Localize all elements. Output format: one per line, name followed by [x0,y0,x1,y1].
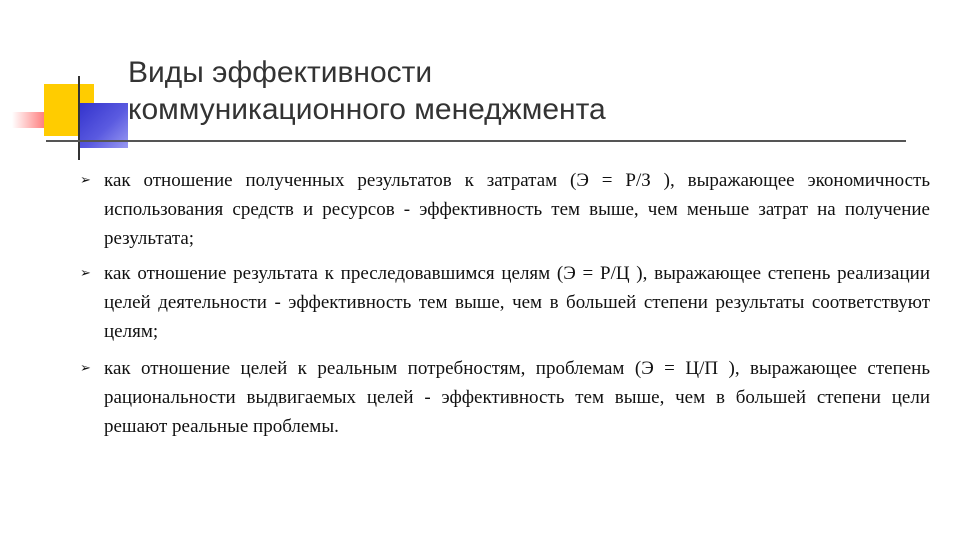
bullet-text: как отношение результата к преследовавшимся целям (Э = Р/Ц ), выражающее степень реализации целей деятельности - эффективность тем выше, чем в большей степени результаты соответствуют целям; [104,263,930,342]
bullet-list [80,166,930,447]
bullet-item [80,354,930,441]
slide-title [128,54,888,128]
bullet-text: как отношение целей к реальным потребностям, проблемам (Э = Ц/П ), выражающее степень рациональности выдвигаемых целей - эффективность тем выше, чем в большей степени цели решают реальные проблемы. [104,358,930,437]
arrow-bullet-icon: ➢ [80,173,91,188]
title-line-2: коммуникационного менеджмента [128,93,606,126]
bullet-item [80,166,930,253]
bullet-text: как отношение полученных результатов к затратам (Э = Р/З ), выражающее экономичность использования средств и ресурсов - эффективность тем выше, чем меньше затрат на получение результата; [104,170,930,249]
arrow-bullet-icon: ➢ [80,361,91,376]
title-line-1: Виды эффективности [128,56,433,89]
vertical-rule [78,76,80,160]
bullet-item [80,259,930,346]
title-underline [46,140,906,142]
arrow-bullet-icon: ➢ [80,266,91,281]
decorative-logo [0,0,140,170]
